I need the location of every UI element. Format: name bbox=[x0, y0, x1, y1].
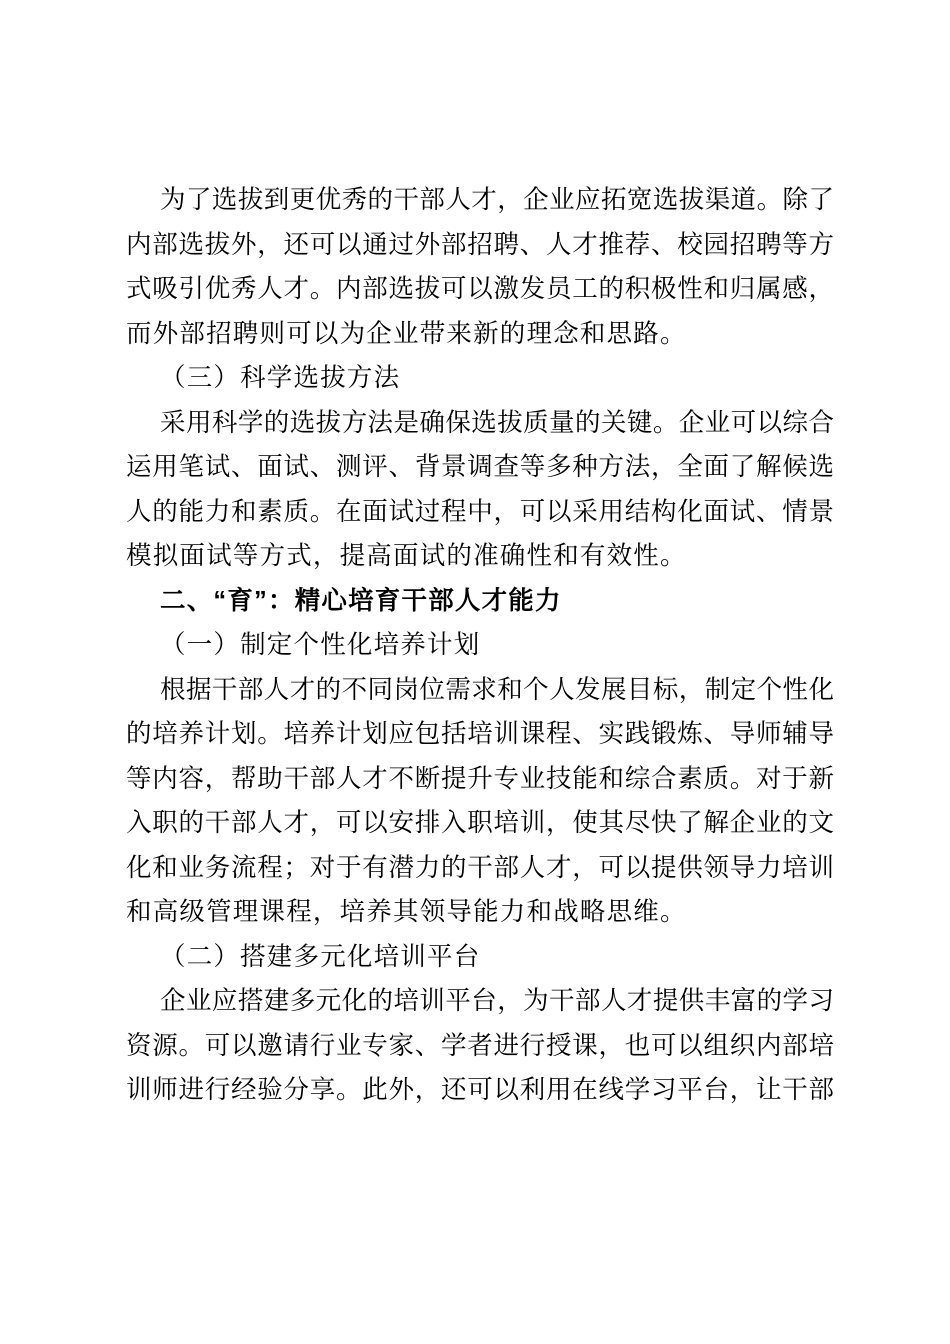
paragraph-line: 和高级管理课程，培养其领导能力和战略思维。 bbox=[126, 897, 687, 926]
paragraph-line: 而外部招聘则可以为企业带来新的理念和思路。 bbox=[126, 318, 687, 348]
paragraph-line: 根据干部人才的不同岗位需求和个人发展目标，制定个性化 bbox=[160, 674, 834, 704]
paragraph-line: 入职的干部人才，可以安排入职培训，使其尽快了解企业的文 bbox=[126, 808, 834, 837]
paragraph-line: 运用笔试、面试、测评、背景调查等多种方法，全面了解候选 bbox=[126, 452, 834, 481]
chapter-heading: 二、“育”：精心培育干部人才能力 bbox=[160, 586, 562, 615]
document-text-block bbox=[126, 178, 834, 1113]
paragraph-line: 企业应搭建多元化的培训平台，为干部人才提供丰富的学习 bbox=[160, 986, 834, 1015]
paragraph-line: 训师进行经验分享。此外，还可以利用在线学习平台，让干部 bbox=[126, 1075, 834, 1104]
paragraph-line: 采用科学的选拔方法是确保选拔质量的关键。企业可以综合 bbox=[160, 407, 834, 437]
paragraph-line: 人的能力和素质。在面试过程中，可以采用结构化面试、情景 bbox=[126, 496, 834, 526]
section-heading-1: （一）制定个性化培养计划 bbox=[160, 630, 481, 659]
paragraph-line: 化和业务流程；对于有潜力的干部人才，可以提供领导力培训 bbox=[126, 852, 834, 882]
section-heading-3: （三）科学选拔方法 bbox=[160, 363, 401, 392]
paragraph-line: 资源。可以邀请行业专家、学者进行授课，也可以组织内部培 bbox=[126, 1030, 834, 1060]
paragraph-line: 模拟面试等方式，提高面试的准确性和有效性。 bbox=[126, 541, 687, 570]
paragraph-line: 内部选拔外，还可以通过外部招聘、人才推荐、校园招聘等方 bbox=[126, 229, 834, 259]
paragraph-line: 式吸引优秀人才。内部选拔可以激发员工的积极性和归属感， bbox=[126, 274, 834, 303]
paragraph-line: 的培养计划。培养计划应包括培训课程、实践锻炼、导师辅导 bbox=[126, 719, 834, 748]
paragraph-line: 等内容，帮助干部人才不断提升专业技能和综合素质。对于新 bbox=[126, 763, 834, 793]
section-heading-2: （二）搭建多元化培训平台 bbox=[160, 941, 481, 971]
paragraph-line: 为了选拔到更优秀的干部人才，企业应拓宽选拔渠道。除了 bbox=[160, 185, 834, 214]
